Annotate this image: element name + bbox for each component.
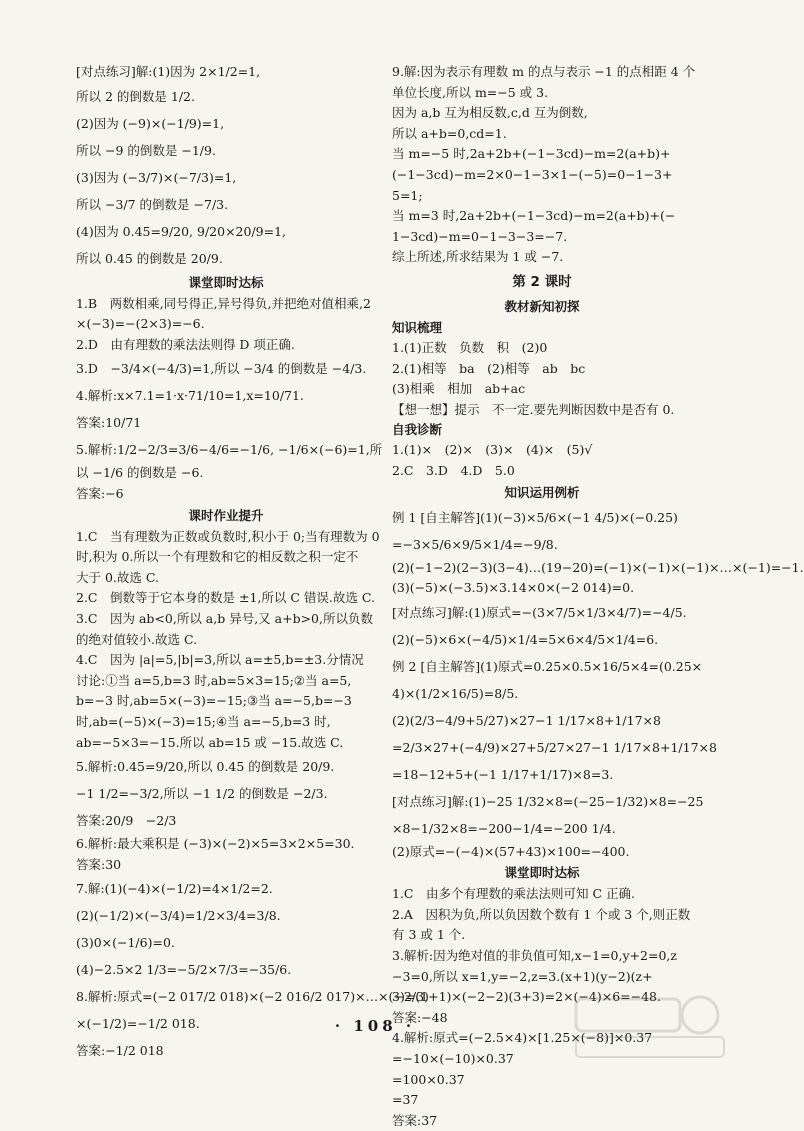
text-line: −3=0,所以 x=1,y=−2,z=3.(x+1)(y−2)(z+ bbox=[392, 968, 653, 984]
text-line: =37 bbox=[392, 1092, 419, 1108]
text-line: [对点练习]解:(1)−25 1/32×8=(−25−1/32)×8=−25 bbox=[392, 793, 704, 809]
text-line: 4.解析:原式=(−2.5×4)×[1.25×(−8)]×0.37 bbox=[392, 1030, 653, 1046]
text-line: 答案:−6 bbox=[76, 485, 124, 501]
text-line: (4)因为 0.45=9/20, 9/20×20/9=1, bbox=[76, 223, 287, 239]
text-line: 8.解析:原式=(−2 017/2 018)×(−2 016/2 017)×…×(−2/3) bbox=[76, 989, 429, 1005]
text-line: 当 m=3 时,2a+2b+(−1−3cd)−m=2(a+b)+(− bbox=[392, 208, 676, 224]
section-heading: 课堂即时达标 bbox=[188, 274, 264, 290]
text-line: ab=−5×3=−15.所以 ab=15 或 −15.故选 C. bbox=[76, 734, 344, 750]
text-line: (2)(−1/2)×(−3/4)=1/2×3/4=3/8. bbox=[76, 908, 281, 924]
text-line: 例 1 [自主解答](1)(−3)×5/6×(−1 4/5)×(−0.25) bbox=[392, 509, 678, 525]
text-line: 1.B 两数相乘,同号得正,异号得负,并把绝对值相乘,2 bbox=[76, 295, 371, 311]
text-line: 4)×(1/2×16/5)=8/5. bbox=[392, 685, 519, 701]
text-line: 5=1; bbox=[392, 187, 423, 203]
text-line: 答案:20/9 −2/3 bbox=[76, 813, 177, 829]
text-line: 答案:37 bbox=[392, 1112, 438, 1128]
text-line: 3.C 因为 ab<0,所以 a,b 异号,又 a+b>0,所以负数 bbox=[76, 610, 373, 626]
text-line: (3)0×(−1/6)=0. bbox=[76, 935, 175, 951]
text-line: 综上所述,所求结果为 1 或 −7. bbox=[392, 249, 564, 265]
text-line: 2.A 因积为负,所以负因数个数有 1 个或 3 个,则正数 bbox=[392, 906, 691, 922]
text-line: ×8−1/32×8=−200−1/4=−200 1/4. bbox=[392, 820, 616, 836]
text-line: 4.C 因为 |a|=5,|b|=3,所以 a=±5,b=±3.分情况 bbox=[76, 652, 364, 668]
text-line: ×(−3)=−(2×3)=−6. bbox=[76, 316, 205, 332]
text-line: 3)=(1+1)×(−2−2)(3+3)=2×(−4)×6=−48. bbox=[392, 989, 661, 1005]
lesson-heading: 第 2 课时 bbox=[512, 273, 572, 290]
section-heading: 知识运用例析 bbox=[504, 484, 580, 500]
text-line: (2)(2/3−4/9+5/27)×27−1 1/17×8+1/17×8 bbox=[392, 712, 661, 728]
text-line: b=−3 时,ab=5×(−3)=−15;③当 a=−5,b=−3 bbox=[76, 693, 352, 709]
text-line: 5.解析:0.45=9/20,所以 0.45 的倒数是 20/9. bbox=[76, 759, 335, 775]
text-line: 单位长度,所以 m=−5 或 3. bbox=[392, 84, 549, 100]
text-line: 所以 −9 的倒数是 −1/9. bbox=[76, 142, 216, 158]
subsection-heading: 知识梳理 bbox=[392, 319, 443, 335]
text-line: 例 2 [自主解答](1)原式=0.25×0.5×16/5×4=(0.25× bbox=[392, 658, 703, 674]
text-line: [对点练习]解:(1)原式=−(3×7/5×1/3×4/7)=−4/5. bbox=[392, 604, 687, 620]
text-line: 1.(1)正数 负数 积 (2)0 bbox=[392, 339, 548, 355]
text-line: =−10×(−10)×0.37 bbox=[392, 1051, 514, 1067]
text-line: 4.解析:x×7.1=1·x·71/10=1,x=10/71. bbox=[76, 388, 304, 404]
text-line: 1−3cd)−m=0−1−3−3=−7. bbox=[392, 228, 568, 244]
page-number: · 108 · bbox=[334, 1017, 416, 1035]
text-line: =18−12+5+(−1 1/17+1/17)×8=3. bbox=[392, 766, 614, 782]
text-line: =2/3×27+(−4/9)×27+5/27×27−1 1/17×8+1/17×8 bbox=[392, 739, 717, 755]
section-heading: 教材新知初探 bbox=[504, 298, 580, 314]
right-column bbox=[392, 62, 804, 1131]
text-line: 2.C 3.D 4.D 5.0 bbox=[392, 462, 515, 478]
text-line: 9.解:因为表示有理数 m 的点与表示 −1 的点相距 4 个 bbox=[392, 64, 696, 79]
text-line: 所以 0.45 的倒数是 20/9. bbox=[76, 250, 223, 266]
text-line: −1 1/2=−3/2,所以 −1 1/2 的倒数是 −2/3. bbox=[76, 786, 328, 802]
text-line: 2.C 倒数等于它本身的数是 ±1,所以 C 错误.故选 C. bbox=[76, 590, 375, 606]
text-line: 5.解析:1/2−2/3=3/6−4/6=−1/6, −1/6×(−6)=1,所 bbox=[76, 442, 383, 458]
section-heading: 课时作业提升 bbox=[188, 507, 264, 523]
text-line: [对点练习]解:(1)因为 2×1/2=1, bbox=[76, 64, 261, 79]
text-line: 1.C 当有理数为正数或负数时,积小于 0;当有理数为 0 bbox=[76, 528, 380, 544]
text-line: 1.C 由多个有理数的乘法法则可知 C 正确. bbox=[392, 886, 635, 902]
text-line: 1.(1)× (2)× (3)× (4)× (5)√ bbox=[392, 442, 593, 458]
text-line: 6.解析:最大乘积是 (−3)×(−2)×5=3×2×5=30. bbox=[76, 836, 355, 852]
text-line: 讨论:①当 a=5,b=3 时,ab=5×3=15;②当 a=5, bbox=[76, 672, 352, 688]
text-line: 大于 0.故选 C. bbox=[76, 569, 159, 585]
text-line: (4)−2.5×2 1/3=−5/2×7/3=−35/6. bbox=[76, 962, 292, 978]
text-line: =−3×5/6×9/5×1/4=−9/8. bbox=[392, 536, 558, 552]
text-line: 3.解析:因为绝对值的非负值可知,x−1=0,y+2=0,z bbox=[392, 948, 677, 964]
text-line: =100×0.37 bbox=[392, 1071, 465, 1087]
text-line: 的绝对值较小.故选 C. bbox=[76, 631, 198, 647]
text-line: (2)原式=−(−4)×(57+43)×100=−400. bbox=[392, 843, 630, 859]
text-line: (−1−3cd)−m=2×0−1−3×1−(−5)=0−1−3+ bbox=[392, 166, 673, 182]
text-line: (2)(−1−2)(2−3)(3−4)…(19−20)=(−1)×(−1)×(−1)×…×(−1)=−1. bbox=[392, 559, 804, 575]
watermark-logo bbox=[570, 991, 730, 1061]
text-line: 所以 2 的倒数是 1/2. bbox=[76, 88, 195, 104]
text-line: 3.D −3/4×(−4/3)=1,所以 −3/4 的倒数是 −4/3. bbox=[76, 361, 367, 377]
text-line: 2.(1)相等 ba (2)相等 ab bc bbox=[392, 360, 586, 376]
text-line: 以 −1/6 的倒数是 −6. bbox=[76, 465, 204, 481]
text-line: 所以 a+b=0,cd=1. bbox=[392, 125, 507, 141]
text-line: 答案:−48 bbox=[392, 1009, 448, 1025]
text-line: 7.解:(1)(−4)×(−1/2)=4×1/2=2. bbox=[76, 881, 273, 897]
text-line: 因为 a,b 互为相反数,c,d 互为倒数, bbox=[392, 105, 588, 121]
text-line: (3)因为 (−3/7)×(−7/3)=1, bbox=[76, 169, 237, 185]
subsection-heading: 自我诊断 bbox=[392, 422, 443, 438]
text-line: 答案:10/71 bbox=[76, 415, 142, 431]
text-line: 2.D 由有理数的乘法法则得 D 项正确. bbox=[76, 336, 295, 352]
text-line: ×(−1/2)=−1/2 018. bbox=[76, 1016, 200, 1032]
text-line: (2)(−5)×6×(−4/5)×1/4=5×6×4/5×1/4=6. bbox=[392, 631, 659, 647]
section-heading: 课堂即时达标 bbox=[504, 865, 580, 881]
text-line: 时,ab=(−5)×(−3)=15;④当 a=−5,b=3 时, bbox=[76, 713, 331, 729]
text-line: (3)(−5)×(−3.5)×3.14×0×(−2 014)=0. bbox=[392, 580, 635, 596]
text-line: 答案:−1/2 018 bbox=[76, 1043, 164, 1059]
text-line: 有 3 或 1 个. bbox=[392, 927, 466, 943]
text-line: (2)因为 (−9)×(−1/9)=1, bbox=[76, 115, 225, 131]
text-line: (3)相乘 相加 ab+ac bbox=[392, 381, 526, 397]
text-line: 答案:30 bbox=[76, 856, 122, 872]
text-line: 当 m=−5 时,2a+2b+(−1−3cd)−m=2(a+b)+ bbox=[392, 146, 671, 162]
text-line: 时,积为 0.所以一个有理数和它的相反数之积一定不 bbox=[76, 549, 359, 565]
text-line: 所以 −3/7 的倒数是 −7/3. bbox=[76, 196, 229, 212]
text-line: 【想一想】提示 不一定.要先判断因数中是否有 0. bbox=[392, 401, 675, 417]
